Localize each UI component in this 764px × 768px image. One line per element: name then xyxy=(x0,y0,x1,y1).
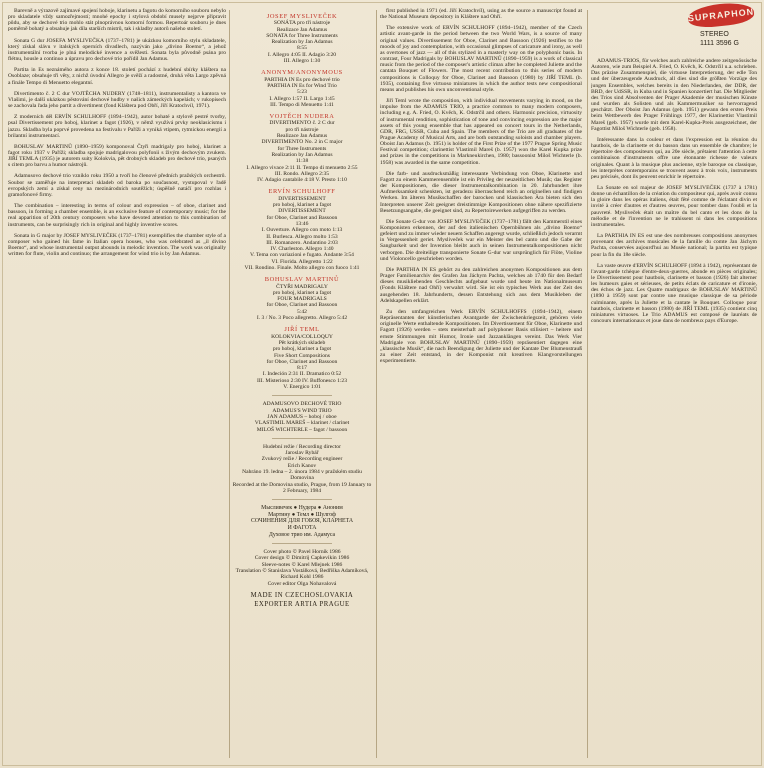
note-paragraph: Zu den umfangreichen Werk ERVÍN SCHULHOFFS (1894–1942), einem Repräsentanten der künstlerischen Avantgarde der Zwischenkriegszeit, gehören viele originelle Werte enthaltende Kompositionen. Im Divertissement für Oboe, Klarinette und Fagott (1926) werden – stets meisterhaft auf polyphoner Basis stilisiert – heitere und ernste Stimmungen mit Humor, Ironie und Jazzanklängen vereint. Das Werk Vier Madrigale von BOHUSLAV MARTINŮ (1890–1959) repräsentiert dagegen eine „klassische Musik“, die nach Beendigung der Juliette und der Kantate Der Blumenstrauß zu einer Zeit entstand, in der Komponist mit kreativen Klangvorstellungen experimentierte. xyxy=(380,308,582,365)
work-line: pro tři nástroje xyxy=(285,126,319,133)
work-line: 11:38 xyxy=(295,158,309,165)
work-line: DIVERTIMENTO No. 2 in C major xyxy=(261,139,343,146)
work-line: DIVERTISSEMENT xyxy=(278,208,326,215)
ensemble-line: ADAMUSOVO DECHOVÉ TRIO xyxy=(262,401,342,408)
notes-column-english-german xyxy=(380,8,582,760)
russian-line: Мартину ● Темл ● Шулгоф xyxy=(268,511,336,518)
note-paragraph: Die farb- und ausdrucksmäßig interessante Verbindung von Oboe, Klarinette und Fagott zu einem Kammerensemble ist ein Privileg der neuzeitlichen Musik; das Register der Kompositionen, die dieser Instrumentalkombination in 20. Jahrhundert ihre Aufmerksamkeit schenkten, ist geradezu überraschend reich an originellen und findigen Werken. Im älteren Musikschaffen der barocken und klassischen Ära bieten sich den Interpreten unserer Zeit geeignet dreistimmige Kompositionen ohne nähere spezifizierte Besetzungsangabe, die geeignet sind, zu Repertoirewerken aufgegriffen zu werden. xyxy=(380,170,582,214)
exporter-label: EXPORTER ARTIA PRAGUE xyxy=(254,601,350,609)
credits-line: Richard Kohl 1986 xyxy=(280,574,324,581)
work-line: for Oboe, Clarinet and Bassoon xyxy=(266,214,338,221)
work-line: VII. Rondino. Finale. Molto allegro con fuoco 1:41 xyxy=(244,264,360,271)
note-paragraph: Die Sonate G-dur von JOSEF MYSLIVEČEK (1737–1781) fällt den Kammerstil eines Komponisten erkennen, der auf den italienischen Opernbühnen als „divino Boemo“ gefeiert und zu immer wieder neuem Schaffen angeregt wurde, schließlich jedoch verarmt in Vergessenheit geriet. Mysliveček war ein Meister des bel canto und die Gabe der Sangbarkeit und der Invention bleibt auch in seinen Instrumentalkompositionen nicht verborgen. Die dreiteilige transponierte Sonate G-dur war ursprünglich für Flöte, Violine und Violoncello geschrieben worden. xyxy=(380,218,582,262)
credits-block xyxy=(232,549,372,587)
note-paragraph: La vaste œuvre d'ERVÍN SCHULHOFF (1894 à 1942), représentant de l'avant-garde tchèque d'entre-deux-guerres, abonde en pièces originales; le Divertissement pour hautbois, clarinette et basson (1926) fait alterner les humeurs gaies et sérieuses, de petits éclats de caricature et d'ironie, des échos de jazz. Les Quatre madrigaux de BOHUSLAV MARTINŮ (1890 à 1959) sont par contre une musique classique de sa période culminante, après la Juliette et la cantate le Bouquet. Colloque pour hautbois, clarinette et basson (1980) de JIŘÍ TEML (1935) contient cinq miniatures virtuoses. Le Trio ADAMUS est composé de lauréats de concours internationaux et joue dans de nombreux pays d'Europe. xyxy=(591,262,757,325)
column-divider xyxy=(229,10,230,758)
ensemble-line: VLASTIMIL MAREŠ – klarinet / clarinet xyxy=(254,420,350,427)
work-line: SONATA for Three Instruments xyxy=(266,32,338,39)
work-line: VI. Florida. Allegretto 1:22 xyxy=(271,258,333,265)
note-paragraph: The combination – interesting in terms of colour and expression – of oboe, clarinet and bassoon, in forming a chamber ensemble, is an exclusive feature of contemporary music; for the real apparition of 20th century composers who have devoted attention to this combination of instruments, can be surprisingly rich in original and highly inventive scores. xyxy=(8,203,226,228)
made-in-label: MADE IN CZECHOSLOVAKIA xyxy=(250,591,354,599)
work-line: II. Burlesca. Allegro molto 1:53 xyxy=(266,233,338,240)
work-line: pro hoboj, klarinet a fagot xyxy=(272,202,332,209)
work-line: Five Short Compositions xyxy=(274,352,330,359)
note-paragraph: Die PARTHIA IN ES gehört zu den zahlreichen anonymen Kompositionen aus dem Prager Familienarchiv des Grafen Jan Jáchym Pachta, welches ab 1740 für den Bedarf dieses musikliebenden Geschlechts aufgebaut wurde und heute im Nationalmuseum (Fonds Kláštere nad Ohří) verwahrt wird. Sie ist ein typisches Werk aus der Zeit des ausgehenden 18. Jahrhunderts, dessen Entstehung sich aus dem Musikleben der Adelskapellen erklärt. xyxy=(380,266,582,304)
work-line: pro hoboj, klarinet a fagot xyxy=(272,346,332,353)
work-line: III. Rondo. Allegro 2:35 xyxy=(274,170,330,177)
ensemble-line: ADAMUS'S WIND TRIO xyxy=(272,407,332,414)
note-paragraph: Barevně a výrazově zajímavé spojení hoboje, klarinetu a fagotu do komorního souboru nebylo pro skladatele vždy samozřejmostí; mnohé epochy i stylová období musely nejprve připravit půdu, aby se dechové trio mohlo stát plnoprávnou komorní formou. Repertoár souboru je dnes poměrně bohatý a obsahuje jak díla starších mistrů, tak i skladby autorů našeho století. xyxy=(8,8,226,33)
work-line: Realizace Jan Adamus xyxy=(276,26,328,33)
note-paragraph: Intéressante dans la couleur et dans l'expression est la réunion du hautbois, de la clarinette et du basson dans un ensemble de chambre; le répertoire des compositeurs qui, au 20e siècle, prêtaient l'attention à cette combinaison d'instruments offre une étonnante richesse de valeurs originales. Quant à la musique plus ancienne, style baroque ou classique, les interprètes contemporains se trouvent assez à trois voix, instruments peu précisés, dont ils peuvent enrichir le répertoire. xyxy=(591,136,757,180)
divider xyxy=(272,438,332,439)
production-line: Jaroslav Rybář xyxy=(285,450,319,457)
ensemble-block xyxy=(232,401,372,432)
work-line: PARTHIA IN Es for Wind Trio xyxy=(267,82,337,89)
work-line: Realizace Jan Adamus xyxy=(276,133,328,140)
work-line: DIVERTISSEMENT xyxy=(278,195,326,202)
work-line: KOLOKVIA/COLLOQUY xyxy=(271,333,333,340)
russian-title-block xyxy=(232,505,372,538)
work-line: for Oboe, Clarinet and Bassoon xyxy=(266,302,338,309)
credits-line: Sleeve-notes © Karel Mlejnek 1986 xyxy=(261,561,343,568)
catalog-block xyxy=(700,30,760,48)
divider xyxy=(272,543,332,544)
composer-name: ANONYM/ANONYMOUS xyxy=(261,69,343,77)
catalog-number: 1111 3596 G xyxy=(700,40,739,47)
column-divider xyxy=(587,10,588,758)
work-line: IV. Charleston. Allegro 1:40 xyxy=(270,246,334,253)
column-divider xyxy=(376,10,377,758)
note-paragraph: Jiří Teml wrote the composition, with individual movements varying in mood, on the impulse from the ADAMUS TRIO, a practice common to many modern composers, including e.g. A. Fried, O. Kvěch, K. Odstrčil and others. Harmonic precision, virtuosity of instrumental rendition, sophistication of tone and convincing expression are the major assets of this young ensemble that has appeared on concert tours in the Netherlands, GDR, FRG, USSR, Cuba and Spain. The members of the Trio are all graduates of the Prague Academy of Musical Arts, and are both outstanding soloists and chamber players. Oboist Jan Adamus (b. 1951) is holder of the First Prize of the 1977 Prague Spring Music Festival competition; clarinettist Vlastimil Mareš (b. 1957) won the Karel Kupka prize and prizes in the competitions in Markneukirchen, 1980; bassoonist Miloš Wichterle (b. 1958) was awarded in the same competition. xyxy=(380,98,582,166)
russian-line: Духовое трио им. Адамуса xyxy=(268,531,336,538)
work-line: V. Tema con variazioni e fugato. Andante 3:54 xyxy=(250,252,354,259)
work-line: 8:55 xyxy=(297,45,307,52)
note-paragraph: La Sonate en sol majeur de JOSEF MYSLIVEČEK (1737 à 1781) donne un échantillon de la création du compositeur qui, après avoir connu la gloire dans les opéras italiens, était fêté comme de l'éclatant divin et invité à créer d'autres et d'autres œuvres, pour tomber dans l'oubli et la pauvreté. Mysliveček était un maître du bel canto et les dons de la mélodie et de l'invention ne le trahissent ni dans les compositions instrumentales. xyxy=(591,184,757,228)
note-paragraph: The extensive work of ERVÍN SCHULHOFF (1894–1942), member of the Czech artistic avant-garde in the period between the two World Wars, is a source of many original values. Divertissement for Oboe, Clarinet and Bassoon (1926) testifies to the moods of joy and contemplation, with occasional glimpses of caricature and irony, as well as overtones of jazz — all of this stylized in a masterly way on the polyphonic basis. In contrast, Four Madrigals by BOHUSLAV MARTINŮ (1890–1959) is a work of classical music from the period of the composer's artistic climax after he completed Juliette and the cantata Bouquet of Flowers. The most recent contribution to this series of modern compositions is Colloquy for Oboe, Clarinet and Bassoon (1980) by JIŘÍ TEML (b. 1935), containing five virtuoso miniatures in which the author tests new compositional means and publishes his own unconventional style. xyxy=(380,25,582,93)
russian-line: Мысливечек ● Нудера ● Аноним xyxy=(261,505,343,512)
track-listing-column xyxy=(232,8,372,760)
work-line: 5:42 xyxy=(297,308,307,315)
production-line: Recorded at the Domovina studio, Prague, from 19 January to xyxy=(232,481,372,488)
production-line: 2 February, 1984 xyxy=(282,487,321,494)
composer-name: JIŘÍ TEML xyxy=(284,326,320,334)
work-line: 8:17 xyxy=(297,365,307,372)
work-line: I. Allegro 4:05 II. Adagio 3:20 xyxy=(267,51,337,58)
composer-name: VOJTĚCH NUDERA xyxy=(269,113,335,121)
stereo-label: STEREO xyxy=(700,31,729,38)
composer-name: ERVÍN SCHULHOFF xyxy=(268,188,336,196)
notes-column-czech-english xyxy=(8,8,226,760)
logo-text: SUPRAPHON xyxy=(687,6,755,24)
work-line: III. Allegro 1:30 xyxy=(283,58,321,65)
note-paragraph: Sonata G dur JOSEFA MYSLIVEČKA (1737–1781) je ukázkou komorního stylu skladatele, který získal slávu v italských operních divadlech, nazýván jako „divino Boemo“, a jehož instrumentální tvorba je plná melodické invence a svěžesti. Sonata byla původně psána pro flétnu, housle a continuo a úpravu pro dechové trio pořídil Jan Adamus. xyxy=(8,37,226,63)
note-paragraph: ADAMUS-TRIOS, für welches auch zahlreiche andere zeitgenössische Autoren, wie zum Beispiel A. Fried, O. Kvěch, K. Odstrčil u.a. schrieben. Das präzise Zusammenspiel, die virtuose Interpretierung, der edle Ton und der überzeugende Ausdruck, all dies sind die größten Vorzüge des jungen Ensembles, welches bereits in den Niederlanden, der DDR, der BRD, der UdSSR, in Kuba und in Spanien konzertiert hat. Die Mitglieder des Trios sind Absolventen der Prager Akademie der musischen Künste und wurden als Solisten und als Kammermusiker so hervorragend geschätzt. Der Oboist Jan Adamus (geb. 1951) gewann den ersten Preis beim Wettbewerb des Prager Frühlings 1977, der Klarinettist Vlastimil Mareš (geb. 1957) wurde mit dem Karel-Kupka-Preis ausgezeichnet, der Fagottist Miloš Wichterle (geb. 1958). xyxy=(591,58,757,132)
work-line: I. Allegro 1:57 II. Largo 1:45 xyxy=(269,95,335,102)
work-line: for Oboe, Clarinet and Bassoon xyxy=(266,358,338,365)
work-line: Realization by Jan Adamus xyxy=(271,151,333,158)
note-paragraph: BOHUSLAV MARTINŮ (1890–1959) komponoval Čtyři madrigaly pro hoboj, klarinet a fagot roku 1937 v Paříži; skladba spojuje madrigalovou polyfonii s živým dechovým zvukem. JIŘÍ TEMLA (1935) je autorem suity Kolokvia, pět drobných skladeb pro dechové trio, psaných s citem pro barvu a humor nástrojů. xyxy=(8,143,226,169)
russian-line: И ФАГОТА xyxy=(287,524,317,531)
work-line: III. Romanzero. Andantino 2:03 xyxy=(266,239,338,246)
production-block xyxy=(232,444,372,494)
work-line: for Three Instruments xyxy=(277,145,327,152)
work-line: III. Misterioso 2:30 IV. Buffonesco 1:23 xyxy=(256,377,348,384)
russian-line: СОЧИНЕНИЯ ДЛЯ ГОБОЯ, КЛАРНЕТА xyxy=(250,518,354,525)
credits-line: Cover photo © Pavel Hornik 1986 xyxy=(263,549,341,556)
work-line: DIVERTIMENTO č. 2 C dur xyxy=(269,120,335,127)
production-line: Erich Kanov xyxy=(287,462,317,469)
work-line: PARTHIA IN Es pro dechové trio xyxy=(264,76,340,83)
note-paragraph: first published in 1971 (ed. Jiří Kratochvíl), using as the source a manuscript found at the National Museum depository in Kláštere nad Ohří. xyxy=(380,8,582,21)
work-line: 5:23 xyxy=(297,89,307,96)
note-paragraph: Sonata in G major by JOSEF MYSLIVEČEK (1737–1781) exemplifies the chamber style of a composer who gained his fame in Italian opera houses, who was celebrated as „il divino Boemo“, and whose instrumental output abounds in melodic invention. The work was originally written for flute, violin and continuo; the arrangement for wind trio is by Jan Adamus. xyxy=(8,232,226,258)
work-line: I. Allegro vivace 2:11 II. Tempo di menuetto 2:55 xyxy=(246,164,358,171)
note-paragraph: Partita in Es neznámého autora z konce 18. století pochází z hudební sbírky kláštera na Osoblaze; obsahuje tři věty, z nichž úvodní Allegro je svěží a radostné, druhá věta Largo zpěvná a finále Tempo di Menuetto elegantní. xyxy=(8,67,226,86)
ensemble-line: MILOŠ WICHTERLE – fagot / bassoon xyxy=(256,426,348,433)
notes-column-german-french xyxy=(591,58,757,760)
work-line: IV. Adagio cantabile 4:18 V. Presto 1:10 xyxy=(257,177,347,184)
production-line: Zvukový režie / Recording engineer xyxy=(261,456,343,463)
production-line: Hudební režie / Recording director xyxy=(263,443,341,450)
note-paragraph: Adamusovo dechové trio vzniklo roku 1950 a tvoří ho členové předních pražských orchestrů. Soubor se zaměřuje na interpretaci skladeb od baroka po současnost, vystupoval v řadě evropských zemí a získal ceny na mezinárodních soutěžích; úspěšně natáčí pro rozhlas i gramofonové firmy. xyxy=(8,173,226,198)
composer-name: BOHUSLAV MARTINŮ xyxy=(264,276,340,284)
work-line: Realization by Jan Adamus xyxy=(271,39,333,46)
work-line: FOUR MADRIGALS xyxy=(277,296,327,303)
production-line: Nahráno 19. ledna – 2. února 1984 v pražském studiu Domovina xyxy=(242,469,362,482)
note-paragraph: Divertimento č. 2 C dur VOJTĚCHA NUDERY (1748–1811), instrumentalisty a kantora ve Vlašimi, je další ukázkou pěstování dechové hudby v našich zámeckých kapelách; v rukopisech se zachovala řada jeho partit a divertiment (fond Kláštera pod Obří, Jiří Kratochvíl, 1971). xyxy=(8,90,226,110)
credits-line: Cover editor Olga Nohavalová xyxy=(267,580,337,587)
work-line: ČTYŘI MADRIGALY xyxy=(276,283,328,290)
divider xyxy=(272,499,332,500)
work-line: 13:46 xyxy=(295,220,309,227)
credits-line: Translation © Stanislava Vostálková, Bedřiška Adamíková, xyxy=(235,568,369,575)
note-paragraph: Z moderních děl ERVÍN SCHULHOFF (1894–1942), autor bohaté a stylově pestré tvorby, psal Divertissement pro hoboj, klarinet a fagot (1926), v němž využívá prvky neoklasicismu i jazzu. Skladba byla poprvé provedena na festivalu v Paříži a vyniká vtipem, rytmickou energií a brilantní instrumentací. xyxy=(8,114,226,139)
credits-line: Cover design © Dimitrij Capkevikin 1986 xyxy=(254,555,350,562)
work-line: III. Tempo di Menuetto 1:41 xyxy=(270,101,334,108)
work-line: I. 3 / No. 3 Poco allegretto. Allegro 5:42 xyxy=(256,315,348,322)
works-list xyxy=(232,14,372,390)
work-line: Pět krátkých skladeb xyxy=(278,339,326,346)
work-line: I. Indeción 2:31 II. Dramatico 0:52 xyxy=(262,371,342,378)
divider xyxy=(272,395,332,396)
note-paragraph: La PARTHIA IN ES est une des nombreuses compositions anonymes provenant des archives musicales de la famille du comte Jan Jáchym Pachta, conservées aujourd'hui au Musée national; la partita est typique pour la fin du 18e siècle. xyxy=(591,233,757,258)
work-line: SONÁTA pro tři nástroje xyxy=(273,20,331,27)
composer-name: JOSEF MYSLIVEČEK xyxy=(266,13,338,20)
work-line: V. Energico 1:01 xyxy=(283,384,321,391)
ensemble-line: JAN ADAMUS – hoboj / oboe xyxy=(267,413,337,420)
work-line: pro hoboj, klarinet a fagot xyxy=(272,289,332,296)
work-line: I. Ouverture. Allegro con moto 1:13 xyxy=(261,227,343,234)
